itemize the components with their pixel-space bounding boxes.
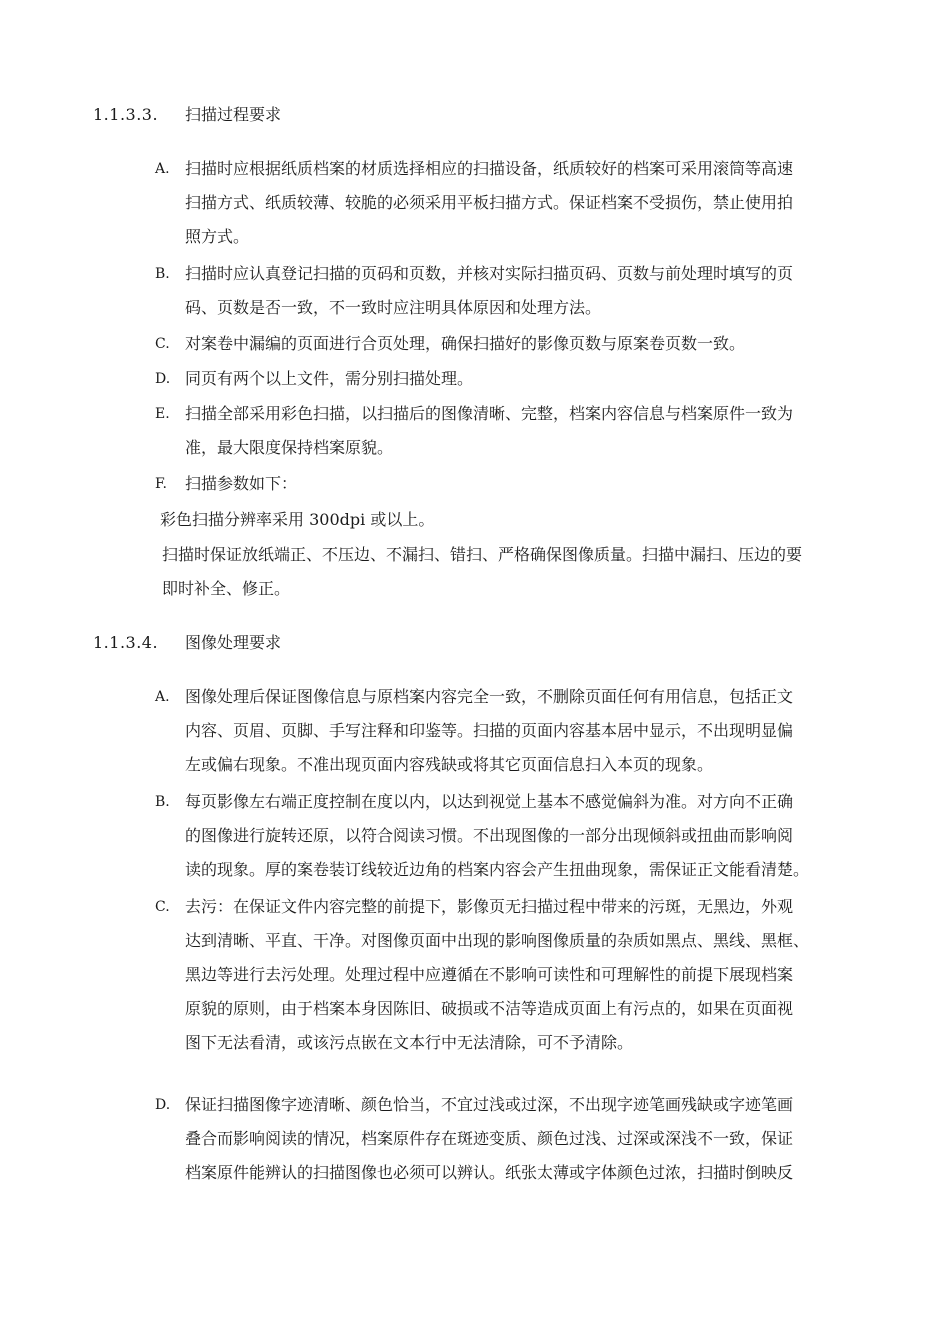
paragraph-resolution <box>160 503 434 537</box>
paragraph-scan-quality <box>162 538 802 606</box>
list-item-text <box>185 467 855 501</box>
list-item-b <box>155 257 855 325</box>
text-line: 即时补全、修正。 <box>162 579 291 598</box>
list-marker: B. <box>155 266 170 282</box>
list-marker: A. <box>155 689 170 705</box>
text-line: 对案卷中漏编的页面进行合页处理，确保扫描好的影像页数与原案卷页数一致。 <box>185 334 746 353</box>
list-item-d <box>155 1088 855 1190</box>
text-line: 图像处理后保证图像信息与原档案内容完全一致，不删除页面任何有用信息，包括正文 <box>185 687 794 706</box>
list-item-d <box>155 362 855 396</box>
list-item-text <box>185 327 855 361</box>
text-line: 扫描方式、纸质较薄、较脆的必须采用平板扫描方式。保证档案不受损伤，禁止使用拍 <box>185 193 794 212</box>
text-line: 档案原件能辨认的扫描图像也必须可以辨认。纸张太薄或字体颜色过浓，扫描时倒映反 <box>185 1163 794 1182</box>
text-line: 读的现象。厚的案卷装订线较近边角的档案内容会产生扭曲现象，需保证正文能看清楚。 <box>185 860 810 879</box>
text-line: 叠合而影响阅读的情况，档案原件存在斑迹变质、颜色过浅、过深或深浅不一致，保证 <box>185 1129 794 1148</box>
list-marker: F. <box>155 476 167 492</box>
section-number: 1.1.3.4. <box>93 633 159 652</box>
text-line: 左或偏右现象。不准出现页面内容残缺或将其它页面信息扫入本页的现象。 <box>185 755 714 774</box>
text-line: 码、页数是否一致，不一致时应注明具体原因和处理方法。 <box>185 298 602 317</box>
list-marker: C. <box>155 899 170 915</box>
text-line: 扫描时应根据纸质档案的材质选择相应的扫描设备，纸质较好的档案可采用滚筒等高速 <box>185 159 794 178</box>
list-item-text <box>185 362 855 396</box>
list-item-b <box>155 785 855 887</box>
text-line: 原貌的原则，由于档案本身因陈旧、破损或不洁等造成页面上有污点的，如果在页面视 <box>185 999 794 1018</box>
text-line: 图下无法看清，或该污点嵌在文本行中无法清除，可不予清除。 <box>185 1033 634 1052</box>
list-item-c <box>155 890 855 1060</box>
text-line: 同页有两个以上文件，需分别扫描处理。 <box>185 369 474 388</box>
text-line: 内容、页眉、页脚、手写注释和印鉴等。扫描的页面内容基本居中显示，不出现明显偏 <box>185 721 794 740</box>
section-heading-1-1-3-3 <box>93 105 281 125</box>
section-title: 图像处理要求 <box>185 633 282 652</box>
list-item-text <box>185 1088 855 1190</box>
text-line: 照方式。 <box>185 227 250 246</box>
list-item-a <box>155 152 855 254</box>
list-item-text <box>185 890 855 1060</box>
text-line: 去污：在保证文件内容完整的前提下，影像页无扫描过程中带来的污斑，无黑边，外观 <box>185 897 794 916</box>
list-marker: B. <box>155 794 170 810</box>
list-marker: C. <box>155 336 170 352</box>
list-item-text <box>185 680 855 782</box>
text-line: 扫描全部采用彩色扫描，以扫描后的图像清晰、完整，档案内容信息与档案原件一致为 <box>185 404 794 423</box>
section-number: 1.1.3.3. <box>93 105 159 124</box>
list-item-c <box>155 327 855 361</box>
list-marker: D. <box>155 371 171 387</box>
list-item-text <box>185 257 855 325</box>
text-line: 扫描时应认真登记扫描的页码和页数，并核对实际扫描页码、页数与前处理时填写的页 <box>185 264 794 283</box>
list-item-text <box>185 785 855 887</box>
text-line: 达到清晰、平直、干净。对图像页面中出现的影响图像质量的杂质如黑点、黑线、黑框、 <box>185 931 810 950</box>
text-line: 保证扫描图像字迹清晰、颜色恰当，不宜过浅或过深，不出现字迹笔画残缺或字迹笔画 <box>185 1095 794 1114</box>
list-item-f <box>155 467 855 501</box>
list-marker: A. <box>155 161 170 177</box>
text-line: 黑边等进行去污处理。处理过程中应遵循在不影响可读性和可理解性的前提下展现档案 <box>185 965 794 984</box>
text-line: 扫描参数如下： <box>185 474 298 493</box>
list-item-e <box>155 397 855 465</box>
text-line: 的图像进行旋转还原，以符合阅读习惯。不出现图像的一部分出现倾斜或扭曲而影响阅 <box>185 826 794 845</box>
text-line: 准，最大限度保持档案原貌。 <box>185 438 394 457</box>
list-item-a <box>155 680 855 782</box>
text-line: 每页影像左右端正度控制在度以内，以达到视觉上基本不感觉偏斜为准。对方向不正确 <box>185 792 794 811</box>
section-heading-1-1-3-4 <box>93 633 281 653</box>
list-item-text <box>185 152 855 254</box>
text-line: 彩色扫描分辨率采用 300dpi 或以上。 <box>160 510 435 529</box>
list-marker: D. <box>155 1097 171 1113</box>
text-line: 扫描时保证放纸端正、不压边、不漏扫、错扫、严格确保图像质量。扫描中漏扫、压边的要 <box>162 545 803 564</box>
list-item-text <box>185 397 855 465</box>
section-title: 扫描过程要求 <box>185 105 282 124</box>
list-marker: E. <box>155 406 170 422</box>
